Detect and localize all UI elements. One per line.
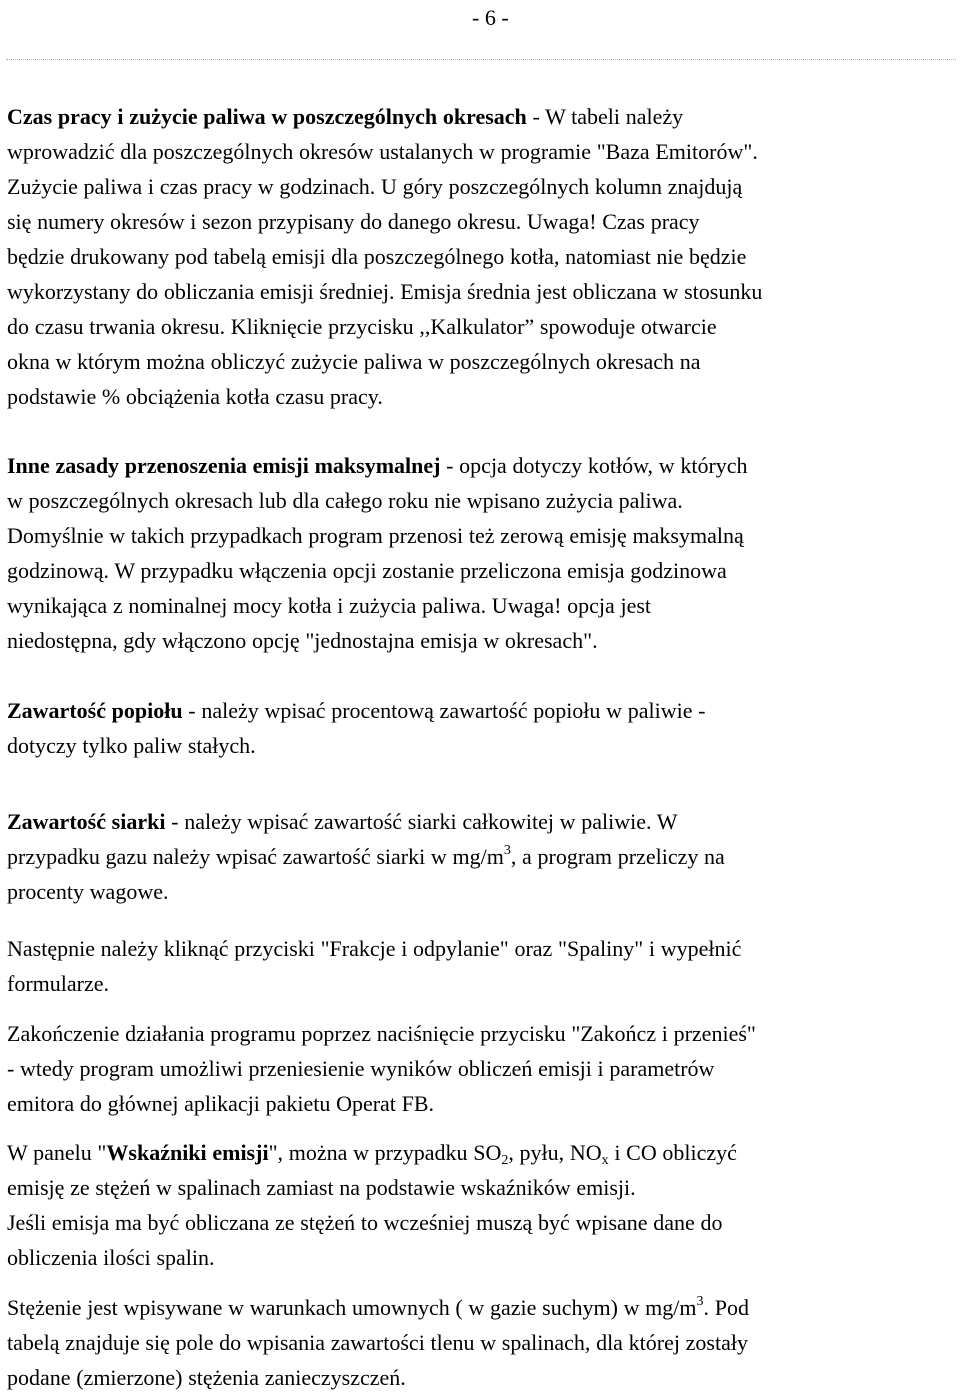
paragraph-spacer: [7, 414, 953, 448]
text-line: Domyślnie w takich przypadkach program przenosi też zerową emisję maksymalną: [7, 523, 744, 548]
text-line: Następnie należy kliknąć przyciski "Frakcje i odpylanie" oraz "Spaliny" i wypełnić: [7, 936, 742, 961]
text-line: będzie drukowany pod tabelą emisji dla poszczególnego kotła, natomiast nie będzie: [7, 244, 747, 269]
subscript: 2: [501, 1153, 509, 1168]
text-line: obliczenia ilości spalin.: [7, 1245, 215, 1270]
text-line: emitora do głównej aplikacji pakietu Operat FB.: [7, 1091, 435, 1116]
text-line: wprowadzić dla poszczególnych okresów ustalanych w programie "Baza Emitorów".: [7, 139, 758, 164]
text-line: Stężenie jest wpisywane w warunkach umownych ( w gazie suchym) w $mg/m^3$. Pod: [7, 1294, 749, 1320]
text-line: do czasu trwania okresu. Kliknięcie przycisku ,,Kalkulator” spowoduje otwarcie: [7, 314, 717, 339]
paragraph-fuel-consumption: [7, 99, 953, 414]
text-line: przypadku gazu należy wpisać zawartość siarki w $mg/m^3$, a program przeliczy na: [7, 843, 725, 869]
text-line: Inne zasady przenoszenia emisji maksymalnej - opcja dotyczy kotłów, w których: [7, 453, 748, 478]
text-line: niedostępna, gdy włączono opcję "jednostajna emisja w okresach".: [7, 628, 598, 653]
text-line: podane (zmierzone) stężenia zanieczyszczeń.: [7, 1365, 406, 1390]
text-line: podstawie % obciążenia kotła czasu pracy.: [7, 384, 383, 409]
document-body: [7, 99, 953, 1395]
paragraph-sulphur-content: [7, 804, 953, 909]
paragraph-spacer: [7, 763, 953, 804]
text-line: tabelą znajduje się pole do wpisania zawartości tlenu w spalinach, dla której zostały: [7, 1330, 748, 1355]
superscript: 3: [503, 843, 511, 858]
text-line: godzinową. W przypadku włączenia opcji zostanie przeliczona emisja godzinowa: [7, 558, 727, 583]
text-line: okna w którym można obliczyć zużycie paliwa w poszczególnych okresach na: [7, 349, 701, 374]
paragraph-spacer: [7, 1121, 953, 1135]
page-number: - 6 -: [472, 5, 509, 30]
paragraph-ash-content: [7, 693, 953, 763]
text-line: w poszczególnych okresach lub dla całego roku nie wpisano zużycia paliwa.: [7, 488, 683, 513]
text-line: Jeśli emisja ma być obliczana ze stężeń to wcześniej muszą być wpisane dane do: [7, 1210, 723, 1235]
text-line: Zawartość siarki - należy wpisać zawartość siarki całkowitej w paliwie. W: [7, 809, 678, 834]
text-line: emisję ze stężeń w spalinach zamiast na podstawie wskaźników emisji.: [7, 1175, 636, 1200]
paragraph-max-emission: [7, 448, 953, 658]
paragraph-spacer: [7, 658, 953, 693]
text-line: - wtedy program umożliwi przeniesienie wyników obliczeń emisji i parametrów: [7, 1056, 715, 1081]
paragraph-next-steps: [7, 931, 953, 1001]
paragraph-spacer: [7, 1275, 953, 1290]
paragraph-emission-factors: [7, 1135, 953, 1275]
paragraph-concentration: [7, 1290, 953, 1395]
panel-name: Wskaźniki emisji: [106, 1140, 269, 1165]
text-line: Zużycie paliwa i czas pracy w godzinach. U góry poszczególnych kolumn znajdują: [7, 174, 743, 199]
paragraph-spacer: [7, 909, 953, 931]
section-heading: Czas pracy i zużycie paliwa w poszczególnych okresach: [7, 104, 527, 129]
text-line: się numery okresów i sezon przypisany do danego okresu. Uwaga! Czas pracy: [7, 209, 700, 234]
section-heading: Inne zasady przenoszenia emisji maksymalnej: [7, 453, 441, 478]
text-line: formularze.: [7, 971, 109, 996]
text-line: wynikająca z nominalnej mocy kotła i zużycia paliwa. Uwaga! opcja jest: [7, 593, 652, 618]
text-line: wykorzystany do obliczania emisji średniej. Emisja średnia jest obliczana w stosunku: [7, 279, 763, 304]
text-line: Zawartość popiołu - należy wpisać procentową zawartość popiołu w paliwie -: [7, 698, 706, 723]
subscript: x: [601, 1153, 609, 1168]
text-line: procenty wagowe.: [7, 879, 169, 904]
paragraph-finish: [7, 1016, 953, 1121]
text-line: Zakończenie działania programu poprzez naciśnięcie przycisku "Zakończ i przenieś": [7, 1021, 756, 1046]
text-line: Czas pracy i zużycie paliwa w poszczególnych okresach - W tabeli należy: [7, 104, 684, 129]
text-line: W panelu "Wskaźniki emisji", można w przypadku $SO_2$, pyłu, $NO_x$ i CO obliczyć: [7, 1140, 737, 1168]
text-line: dotyczy tylko paliw stałych.: [7, 733, 256, 758]
paragraph-spacer: [7, 1001, 953, 1016]
section-heading: Zawartość siarki: [7, 809, 166, 834]
superscript: 3: [696, 1294, 704, 1309]
header-divider: [6, 59, 956, 60]
section-heading: Zawartość popiołu: [7, 698, 183, 723]
